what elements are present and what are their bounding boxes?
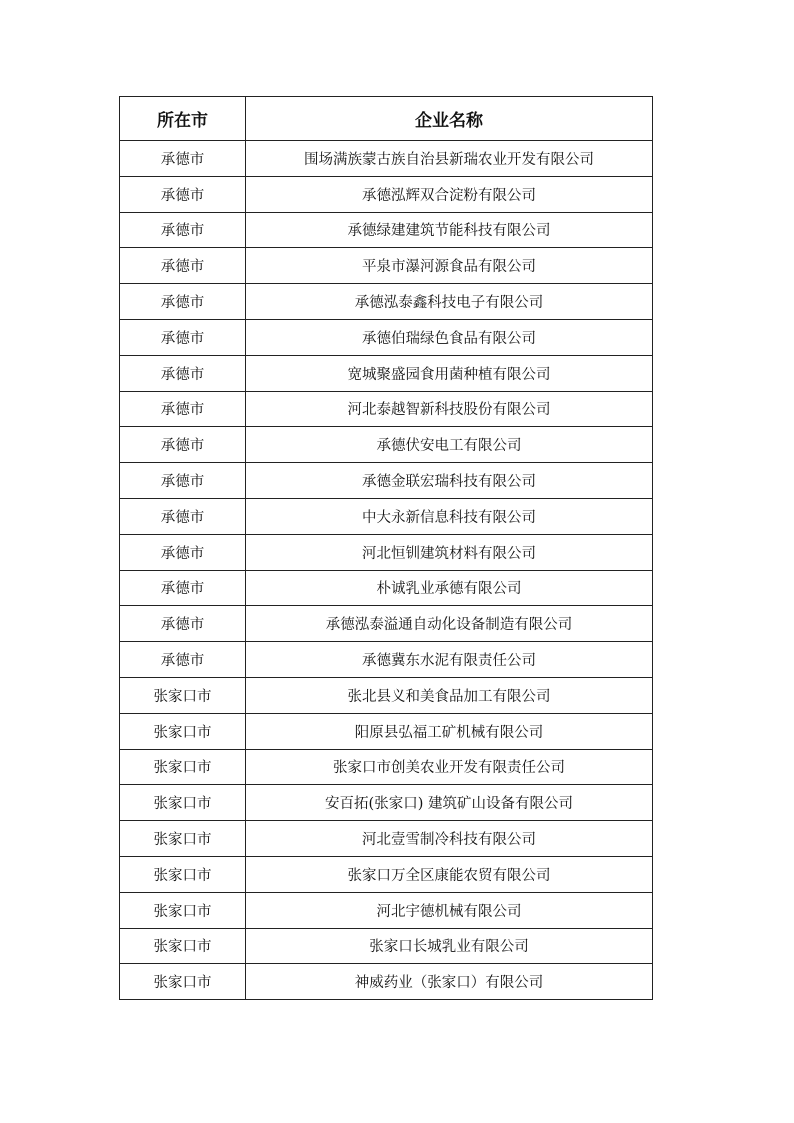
company-name-cell: 承德绿建建筑节能科技有限公司	[246, 212, 653, 248]
city-cell: 承德市	[120, 570, 246, 606]
company-name-cell: 围场满族蒙古族自治县新瑞农业开发有限公司	[246, 141, 653, 177]
table-row	[120, 534, 653, 570]
table-row	[120, 642, 653, 678]
city-cell: 承德市	[120, 391, 246, 427]
table-row	[120, 319, 653, 355]
table-row	[120, 570, 653, 606]
company-name-cell: 承德冀东水泥有限责任公司	[246, 642, 653, 678]
table-row	[120, 713, 653, 749]
table-row	[120, 141, 653, 177]
city-cell: 张家口市	[120, 856, 246, 892]
city-cell: 张家口市	[120, 749, 246, 785]
company-name-cell: 河北泰越智新科技股份有限公司	[246, 391, 653, 427]
table-row	[120, 248, 653, 284]
company-name-cell: 中大永新信息科技有限公司	[246, 498, 653, 534]
table-row	[120, 677, 653, 713]
company-name-cell: 承德金联宏瑞科技有限公司	[246, 463, 653, 499]
company-name-cell: 张北县义和美食品加工有限公司	[246, 677, 653, 713]
company-name-cell: 承德伯瑞绿色食品有限公司	[246, 319, 653, 355]
header-company-name: 企业名称	[246, 97, 653, 141]
table-row	[120, 176, 653, 212]
city-cell: 张家口市	[120, 892, 246, 928]
city-cell: 张家口市	[120, 964, 246, 1000]
city-cell: 承德市	[120, 498, 246, 534]
city-cell: 承德市	[120, 355, 246, 391]
table-row	[120, 284, 653, 320]
table-row	[120, 463, 653, 499]
table-row	[120, 964, 653, 1000]
company-name-cell: 朴诚乳业承德有限公司	[246, 570, 653, 606]
table-row	[120, 498, 653, 534]
company-name-cell: 河北宇德机械有限公司	[246, 892, 653, 928]
company-name-cell: 承德泓泰溢通自动化设备制造有限公司	[246, 606, 653, 642]
table-row	[120, 892, 653, 928]
company-name-cell: 张家口市创美农业开发有限责任公司	[246, 749, 653, 785]
table-body	[120, 141, 653, 1000]
company-list-table	[119, 96, 653, 1000]
city-cell: 张家口市	[120, 928, 246, 964]
city-cell: 承德市	[120, 642, 246, 678]
company-name-cell: 张家口长城乳业有限公司	[246, 928, 653, 964]
city-cell: 承德市	[120, 319, 246, 355]
city-cell: 张家口市	[120, 821, 246, 857]
table-row	[120, 212, 653, 248]
city-cell: 张家口市	[120, 785, 246, 821]
city-cell: 承德市	[120, 284, 246, 320]
company-name-cell: 安百拓(张家口) 建筑矿山设备有限公司	[246, 785, 653, 821]
table-row	[120, 427, 653, 463]
table-row	[120, 606, 653, 642]
table-row	[120, 821, 653, 857]
table-row	[120, 856, 653, 892]
city-cell: 承德市	[120, 463, 246, 499]
city-cell: 承德市	[120, 534, 246, 570]
city-cell: 承德市	[120, 176, 246, 212]
company-name-cell: 河北恒钏建筑材料有限公司	[246, 534, 653, 570]
table-row	[120, 749, 653, 785]
table-row	[120, 928, 653, 964]
company-name-cell: 阳原县弘福工矿机械有限公司	[246, 713, 653, 749]
city-cell: 承德市	[120, 141, 246, 177]
table-row	[120, 391, 653, 427]
company-name-cell: 神威药业（张家口）有限公司	[246, 964, 653, 1000]
company-name-cell: 承德泓辉双合淀粉有限公司	[246, 176, 653, 212]
city-cell: 承德市	[120, 427, 246, 463]
city-cell: 承德市	[120, 212, 246, 248]
company-name-cell: 承德伏安电工有限公司	[246, 427, 653, 463]
city-cell: 承德市	[120, 606, 246, 642]
table-row	[120, 785, 653, 821]
company-name-cell: 宽城聚盛园食用菌种植有限公司	[246, 355, 653, 391]
table-row	[120, 355, 653, 391]
header-city: 所在市	[120, 97, 246, 141]
city-cell: 承德市	[120, 248, 246, 284]
company-name-cell: 承德泓泰鑫科技电子有限公司	[246, 284, 653, 320]
city-cell: 张家口市	[120, 713, 246, 749]
company-name-cell: 张家口万全区康能农贸有限公司	[246, 856, 653, 892]
company-name-cell: 河北壹雪制冷科技有限公司	[246, 821, 653, 857]
company-name-cell: 平泉市瀑河源食品有限公司	[246, 248, 653, 284]
table-header-row	[120, 97, 653, 141]
city-cell: 张家口市	[120, 677, 246, 713]
